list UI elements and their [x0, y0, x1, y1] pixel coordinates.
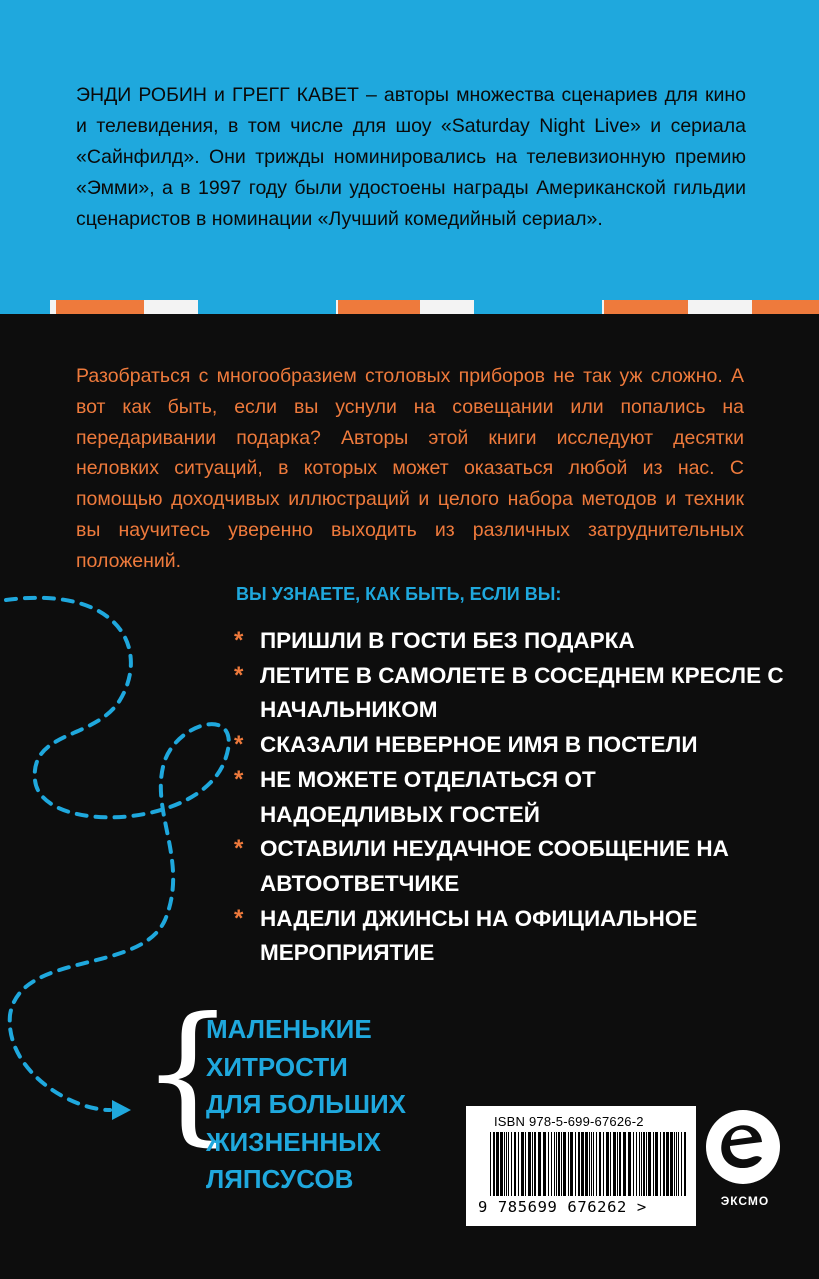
- intro-text: Разобраться с многообразием столовых приборов не так уж сложно. А вот как быть, если вы уснули на совещании или попались на передаривании подарка? Авторы этой книги исследуют десятки неловких ситуаций, в которых может оказаться любой из нас. С помощью доходчивых иллюстраций и целого набора методов и техник вы научитесь уверенно выходить из различных затруднительных положений.: [76, 365, 744, 572]
- barcode-bar: [636, 1132, 637, 1196]
- list-item: [234, 728, 794, 762]
- slogan: [206, 1011, 406, 1199]
- barcode-bar: [504, 1132, 505, 1196]
- barcode-bar: [591, 1132, 592, 1196]
- barcode-bar: [684, 1132, 686, 1196]
- asterisk-bullet: *: [234, 661, 244, 689]
- asterisk-bullet: *: [234, 627, 244, 654]
- barcode-bar: [563, 1132, 566, 1196]
- barcode-bar: [613, 1132, 616, 1196]
- barcode-bar: [610, 1132, 611, 1196]
- slogan-line: ЛЯПСУСОВ: [206, 1164, 354, 1194]
- barcode-bar: [506, 1132, 507, 1196]
- barcode-bar: [585, 1132, 588, 1196]
- barcode-bar: [593, 1132, 594, 1196]
- asterisk-bullet: *: [234, 731, 244, 759]
- barcode-bar: [508, 1132, 509, 1196]
- learn-lead: ВЫ УЗНАЕТЕ, КАК БЫТЬ, ЕСЛИ ВЫ:: [236, 584, 562, 604]
- barcode-bar: [655, 1132, 658, 1196]
- barcode-bar: [643, 1132, 645, 1196]
- barcode-bar: [578, 1132, 580, 1196]
- barcode-bar: [674, 1132, 675, 1196]
- asterisk-bullet: *: [234, 904, 244, 932]
- list-item: [234, 832, 750, 901]
- barcode-bar: [532, 1132, 533, 1196]
- barcode-bar: [596, 1132, 597, 1196]
- list-item: [234, 902, 760, 971]
- barcode-bar: [678, 1132, 679, 1196]
- barcode-bar: [648, 1132, 651, 1196]
- barcode-bar: [534, 1132, 536, 1196]
- barcode-bar: [551, 1132, 552, 1196]
- barcode-bar: [570, 1132, 573, 1196]
- list-item-text: ПРИШЛИ В ГОСТИ БЕЗ ПОДАРКА: [260, 628, 635, 653]
- asterisk-bullet: *: [234, 766, 244, 794]
- barcode-bar: [500, 1132, 503, 1196]
- list-item: [234, 763, 620, 832]
- list-item-text: ОСТАВИЛИ НЕУДАЧНОЕ СООБЩЕНИЕ НА АВТООТВЕТЧИКЕ: [260, 836, 729, 896]
- barcode-bar: [660, 1132, 661, 1196]
- barcode-bar: [511, 1132, 512, 1196]
- barcode-bar: [639, 1132, 640, 1196]
- barcode-bar: [619, 1132, 621, 1196]
- barcode-bar: [528, 1132, 531, 1196]
- learn-list: [234, 624, 794, 971]
- barcode-bar: [646, 1132, 647, 1196]
- arrow-right-icon: [112, 1100, 131, 1120]
- eksmo-logo-icon: [704, 1108, 782, 1186]
- barcode-bar: [641, 1132, 642, 1196]
- barcode-bar: [556, 1132, 557, 1196]
- barcode-bars: [490, 1132, 686, 1196]
- barcode-bar: [599, 1132, 601, 1196]
- barcode-bar: [554, 1132, 555, 1196]
- barcode-bar: [575, 1132, 576, 1196]
- slogan-line: МАЛЕНЬКИЕ: [206, 1014, 372, 1044]
- barcode-bar: [568, 1132, 569, 1196]
- barcode-bar: [525, 1132, 526, 1196]
- barcode-bar: [581, 1132, 584, 1196]
- list-item-text: СКАЗАЛИ НЕВЕРНОЕ ИМЯ В ПОСТЕЛИ: [260, 732, 698, 758]
- slogan-line: ДЛЯ БОЛЬШИХ: [206, 1089, 407, 1119]
- list-item: [234, 659, 794, 728]
- barcode-bar: [543, 1132, 546, 1196]
- barcode-bar: [490, 1132, 491, 1196]
- asterisk-bullet: *: [234, 835, 244, 863]
- list-item: [234, 624, 794, 658]
- barcode-bar: [666, 1132, 669, 1196]
- about-authors-text: ЭНДИ РОБИН и ГРЕГГ КАВЕТ – авторы множества сценариев для кино и телевидения, в том числе для шоу «Saturday Night Live» и сериала «Сайнфилд». Они трижды номинировались на телевизионную премию «Эмми», а в 1997 году были удостоены награды Американской гильдии сценаристов в номинации «Лучший комедийный сериал».: [76, 84, 746, 230]
- barcode-bar: [653, 1132, 654, 1196]
- list-item-text: НАДЕЛИ ДЖИНСЫ НА ОФИЦИАЛЬНОЕ МЕРОПРИЯТИЕ: [260, 905, 698, 966]
- barcode-bar: [663, 1132, 665, 1196]
- barcode-bar: [603, 1132, 604, 1196]
- barcode-bar: [670, 1132, 673, 1196]
- curly-brace: {: [140, 986, 236, 1160]
- slogan-line: ХИТРОСТИ: [206, 1051, 348, 1082]
- barcode-bar: [518, 1132, 519, 1196]
- barcode-digits: 9 785699 676262 >: [478, 1198, 647, 1216]
- barcode-bar: [628, 1132, 631, 1196]
- barcode-bar: [496, 1132, 499, 1196]
- barcode-bar: [681, 1132, 682, 1196]
- barcode-bar: [617, 1132, 618, 1196]
- barcode-bar: [676, 1132, 677, 1196]
- barcode-bar: [538, 1132, 541, 1196]
- barcode-bar: [493, 1132, 495, 1196]
- list-item-text: НЕ МОЖЕТЕ ОТДЕЛАТЬСЯ ОТ НАДОЕДЛИВЫХ ГОСТЕЙ: [260, 767, 596, 827]
- barcode-bar: [561, 1132, 562, 1196]
- barcode-bar: [633, 1132, 634, 1196]
- isbn-text: ISBN 978-5-699-67626-2: [494, 1114, 644, 1129]
- barcode-bar: [623, 1132, 626, 1196]
- barcode-bar: [606, 1132, 609, 1196]
- barcode-bar: [521, 1132, 524, 1196]
- barcode-bar: [558, 1132, 560, 1196]
- publisher-name: ЭКСМО: [720, 1194, 770, 1208]
- slogan-line: ЖИЗНЕННЫХ: [206, 1126, 381, 1157]
- list-item-text: ЛЕТИТЕ В САМОЛЕТЕ В СОСЕДНЕМ КРЕСЛЕ С НАЧАЛЬНИКОМ: [260, 662, 784, 723]
- barcode-bar: [548, 1132, 549, 1196]
- barcode-bar: [514, 1132, 516, 1196]
- barcode-bar: [589, 1132, 590, 1196]
